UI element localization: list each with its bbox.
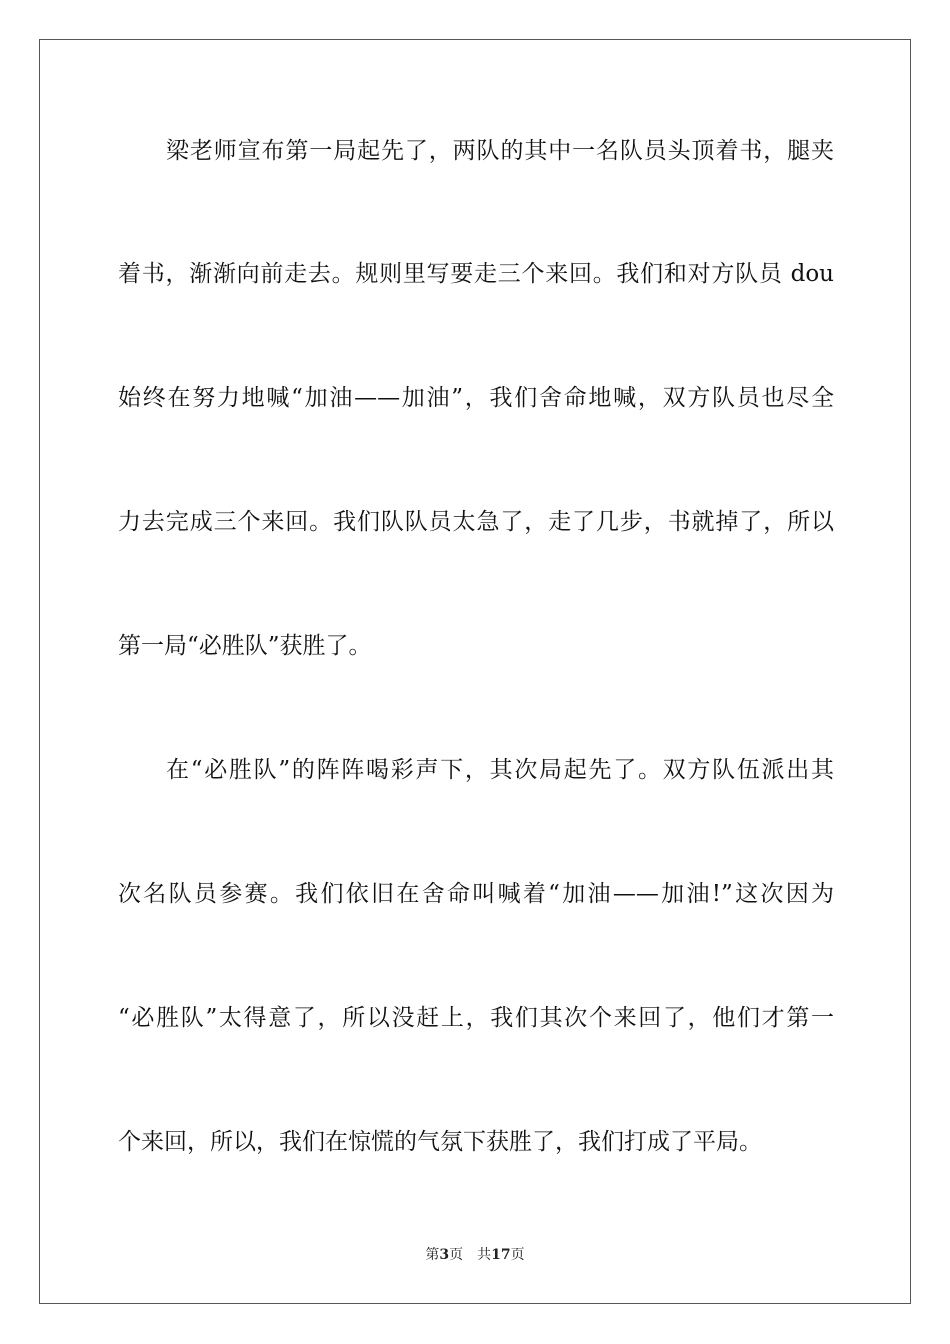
- total-indicator: [477, 1246, 524, 1264]
- paragraph-2-line-3: “必胜队”太得意了，所以没赶上，我们其次个来回了，他们才第一: [118, 1005, 834, 1031]
- page-indicator: [425, 1246, 463, 1264]
- total-suffix: 页: [510, 1247, 525, 1263]
- paragraph-2-line-4: 个来回，所以，我们在惊慌的气氛下获胜了，我们打成了平局。: [118, 1129, 762, 1155]
- total-pages: 17: [491, 1247, 511, 1263]
- paragraph-1-line-2: 着书，渐渐向前走去。规则里写要走三个来回。我们和对方队员 dou: [118, 261, 834, 287]
- page-border: [39, 39, 911, 1304]
- paragraph-1-line-1: 梁老师宣布第一局起先了，两队的其中一名队员头顶着书，腿夹: [166, 138, 834, 164]
- page-prefix: 第: [425, 1247, 440, 1263]
- page-number: 3: [439, 1247, 450, 1263]
- paragraph-1-line-3: 始终在努力地喊“加油——加油”，我们舍命地喊，双方队员也尽全: [118, 385, 834, 411]
- paragraph-1-line-5: 第一局“必胜队”获胜了。: [118, 633, 372, 659]
- total-prefix: 共: [477, 1247, 492, 1263]
- paragraph-2-line-2: 次名队员参赛。我们依旧在舍命叫喊着“加油——加油!”这次因为: [118, 881, 834, 907]
- paragraph-1-line-4: 力去完成三个来回。我们队队员太急了，走了几步，书就掉了，所以: [118, 509, 834, 535]
- paragraph-2-line-1: 在“必胜队”的阵阵喝彩声下，其次局起先了。双方队伍派出其: [166, 757, 834, 783]
- page-footer: [0, 1246, 950, 1264]
- page-suffix: 页: [449, 1247, 464, 1263]
